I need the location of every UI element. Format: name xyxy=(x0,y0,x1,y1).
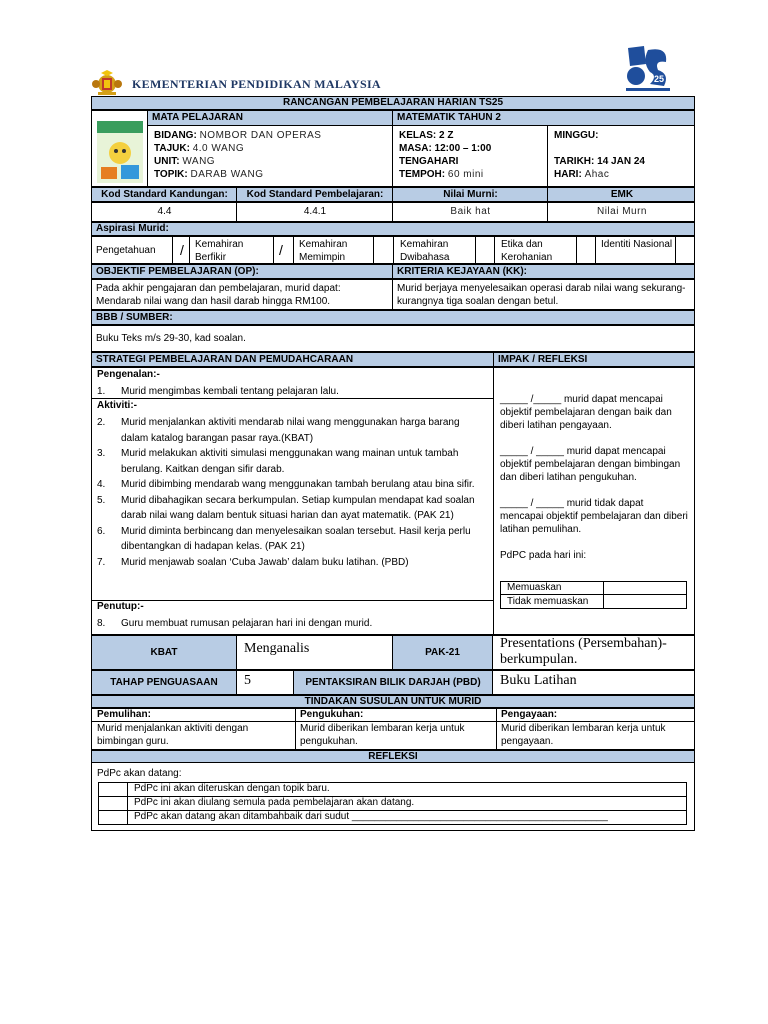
hari-value: Ahac xyxy=(584,169,610,180)
list-item: 4. Murid dibimbing mendarab wang menggunakan tambah berulang atau bina sifir. xyxy=(97,479,475,490)
topik-value: DARAB WANG xyxy=(190,169,264,180)
ts25-logo xyxy=(624,44,672,96)
refleksi-option-1[interactable]: PdPc ini akan diteruskan dengan topik baru. xyxy=(134,783,330,794)
aspirasi-mark-1: / xyxy=(180,242,184,258)
list-item: 2. Murid menjalankan aktiviti mendarab nilai wang menggunakan harga barang dalam katalog barangan pasar raya.(KBAT) xyxy=(97,417,460,444)
pbd-value: Buku Latihan xyxy=(500,673,577,688)
aspirasi-berfikir: Kemahiran Berfikir xyxy=(195,239,244,263)
tahap-value: 5 xyxy=(244,673,251,688)
bbm-header: BBB / SUMBER: xyxy=(91,310,695,325)
aspirasi-pengetahuan: Pengetahuan xyxy=(96,245,156,256)
pengukuhan-text: Murid diberikan lembaran kerja untuk pengukuhan. xyxy=(300,723,465,747)
nilai-value: Baik hat xyxy=(450,206,491,217)
ministry-crest xyxy=(92,70,122,96)
kbat-label: KBAT xyxy=(91,635,237,670)
rph-title-bar xyxy=(91,96,695,110)
emk-value: Nilai Murn xyxy=(596,206,647,217)
list-item: 5. Murid dibahagikan secara berkumpulan. Setiap kumpulan mendapat kad soalan darab nilai wang dalam bentuk situasi harian dan ayat matematik. (PAK 21) xyxy=(97,494,475,521)
tarikh: TARIKH: 14 JAN 24 xyxy=(554,156,645,167)
objektif-header: OBJEKTIF PEMBELAJARAN (OP): KRITERIA KEJAYAAN (KK): xyxy=(91,264,695,279)
bbm-body xyxy=(91,325,695,352)
pdpc-memuaskan[interactable]: Memuaskan xyxy=(507,582,562,593)
pengukuhan-label: Pengukuhan: xyxy=(300,709,364,720)
standards-header xyxy=(91,187,695,202)
list-item: 3. Murid melakukan aktiviti simulasi menggunakan wang mainan untuk tambah berulang. Kaitkan dengan sifir darab. xyxy=(97,448,459,475)
refleksi-intro: PdPc akan datang: xyxy=(97,768,182,779)
bidang-value: NOMBOR DAN OPERAS xyxy=(199,130,322,141)
tahap-label: TAHAP PENGUASAAN xyxy=(91,670,237,695)
pengayaan-text: Murid diberikan lembaran kerja untuk pengayaan. xyxy=(501,723,666,747)
date-details: MINGGU: TARIKH: 14 JAN 24 HARI: Ahac xyxy=(550,129,693,181)
pdpc-label: PdPC pada hari ini: xyxy=(500,550,587,561)
pengayaan-label: Pengayaan: xyxy=(501,709,558,720)
pengenalan-label: Pengenalan:- xyxy=(97,369,160,380)
objektif-text: Pada akhir pengajaran dan pembelajaran, murid dapat: Mendarab nilai wang dan hasil darab hingga RM100. xyxy=(96,283,341,307)
ksk-header: Kod Standard Kandungan: xyxy=(101,189,228,200)
refleksi-header: REFLEKSI xyxy=(91,750,695,763)
pbd-label: PENTAKSIRAN BILIK DARJAH (PBD) xyxy=(293,670,493,695)
aspirasi-identiti: Identiti Nasional xyxy=(601,239,673,250)
bbm-text: Buku Teks m/s 29-30, kad soalan. xyxy=(96,333,246,344)
tempoh-value: 60 mini xyxy=(447,169,484,180)
kk-text: Murid berjaya menyelesaikan operasi darab nilai wang sekurang-kurangnya tiga soalan dengan betul. xyxy=(397,283,686,307)
mata-pelajaran-header: MATA PELAJARAN xyxy=(147,110,393,126)
aspirasi-dwibahasa: Kemahiran Dwibahasa xyxy=(400,239,450,263)
pemulihan-label: Pemulihan: xyxy=(97,709,151,720)
minggu: MINGGU: xyxy=(554,130,599,141)
pemulihan-text: Murid menjalankan aktiviti dengan bimbingan guru. xyxy=(97,723,249,747)
objektif-body xyxy=(91,279,695,310)
svg-text:25: 25 xyxy=(654,74,665,84)
list-item: 8. Guru membuat rumusan pelajaran hari ini dengan murid. xyxy=(97,618,373,629)
ministry-title: KEMENTERIAN PENDIDIKAN MALAYSIA xyxy=(132,77,381,91)
masa: MASA: 12:00 – 1:00 xyxy=(399,143,492,154)
aspirasi-header: Aspirasi Murid: xyxy=(91,222,695,236)
refleksi-option-2[interactable]: PdPc ini akan diulang semula pada pembelajaran akan datang. xyxy=(134,797,415,808)
unit-value: WANG xyxy=(182,156,216,167)
impak-bimbingan: _____ / _____ murid dapat mencapai objektif pembelajaran dengan bimbingan dan diberi latihan pengukuhan. xyxy=(500,446,681,483)
aspirasi-memimpin: Kemahiran Memimpin xyxy=(299,239,348,263)
pak-label: PAK-21 xyxy=(392,635,493,670)
textbook-cover xyxy=(97,121,143,183)
pak-value: Presentations (Persembahan)- berkumpulan. xyxy=(500,636,667,667)
tajuk-value: 4.0 WANG xyxy=(192,143,245,154)
ksp-header: Kod Standard Pembelajaran: xyxy=(246,189,384,200)
rph-title: RANCANGAN PEMBELAJARAN HARIAN TS25 xyxy=(282,97,503,108)
emk-header: EMK xyxy=(610,189,634,200)
ksk-value: 4.4 xyxy=(157,206,172,217)
subject-header: MATEMATIK TAHUN 2 xyxy=(392,110,695,126)
tengahari: TENGAHARI xyxy=(399,156,459,167)
standards-values xyxy=(91,202,695,222)
impak-pemulihan: _____ / _____ murid tidak dapat mencapai objektif pembelajaran dan diberi latihan pemulihan. xyxy=(500,498,688,535)
list-item: Murid mengimbas kembali tentang pelajaran lalu. xyxy=(121,386,339,397)
impak-baik: _____ /_____ murid dapat mencapai objektif pembelajaran dengan baik dan diberi latihan pengayaan. xyxy=(500,394,672,431)
list-item: 6. Murid diminta berbincang dan menyelesaikan soalan tersebut. Hasil kerja perlu dibentangkan di hadapan kelas. (PAK 21) xyxy=(97,525,471,552)
kbat-value: Menganalis xyxy=(244,641,310,656)
impak-panel xyxy=(500,393,688,562)
subject-details: BIDANG: NOMBOR DAN OPERAS TAJUK: 4.0 WANG UNIT: WANG TOPIK: DARAB WANG xyxy=(154,130,322,180)
kelas: KELAS: 2 Z xyxy=(399,130,454,141)
pengenalan-list: 1. Murid mengimbas kembali tentang pelajaran lalu. xyxy=(97,385,487,398)
class-details: KELAS: 2 Z MASA: 12:00 – 1:00 TENGAHARI TEMPOH: 60 mini xyxy=(395,129,545,181)
aktiviti-list xyxy=(97,415,487,570)
nilai-header: Nilai Murni: xyxy=(443,189,498,200)
aktiviti-label: Aktiviti:- xyxy=(97,400,137,411)
penutup-list xyxy=(97,618,487,629)
ksp-value: 4.4.1 xyxy=(303,206,327,217)
penutup-label: Penutup:- xyxy=(97,601,144,612)
aspirasi-mark-2: / xyxy=(279,242,283,258)
refleksi-option-3[interactable]: PdPc akan datang akan ditambahbaik dari sudut ______________________________________________ xyxy=(134,811,608,822)
strategi-header: STRATEGI PEMBELAJARAN DAN PEMUDAHCARAAN IMPAK / REFLEKSI xyxy=(91,352,695,367)
aspirasi-etika: Etika dan Kerohanian xyxy=(501,239,553,263)
tindakan-header: TINDAKAN SUSULAN UNTUK MURID xyxy=(91,695,695,708)
pdpc-tidak-memuaskan[interactable]: Tidak memuaskan xyxy=(507,596,589,607)
list-item: 7. Murid menjawab soalan ‘Cuba Jawab’ dalam buku latihan. (PBD) xyxy=(97,556,409,568)
